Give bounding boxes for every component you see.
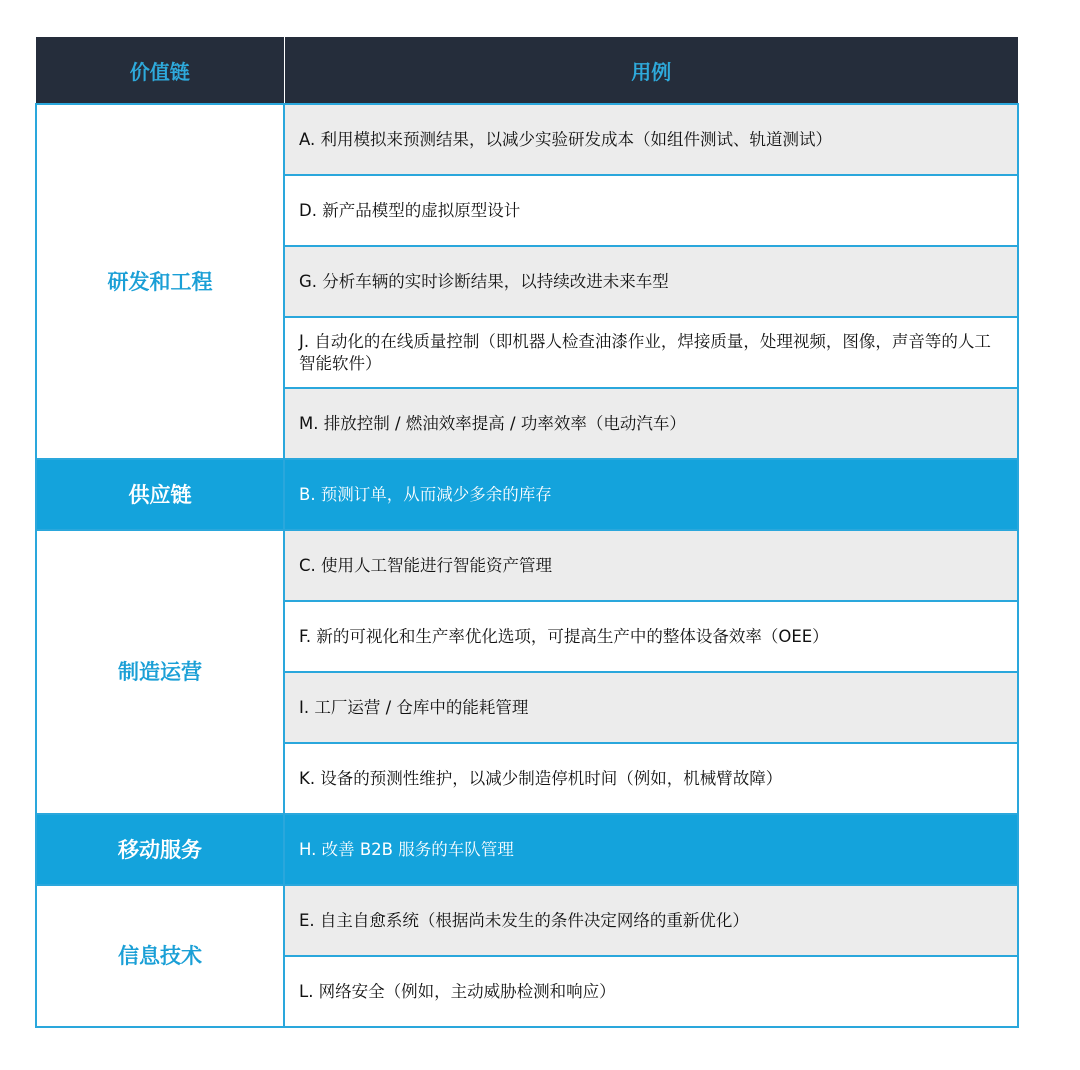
- header-value-chain: 价值链: [36, 37, 284, 104]
- use-case-cell: F. 新的可视化和生产率优化选项，可提高生产中的整体设备效率（OEE）: [284, 601, 1018, 672]
- use-case-cell: L. 网络安全（例如，主动威胁检测和响应）: [284, 956, 1018, 1027]
- use-case-cell: B. 预测订单，从而减少多余的库存: [284, 459, 1018, 530]
- category-cell: 研发和工程: [36, 104, 284, 459]
- header-use-case: 用例: [284, 37, 1018, 104]
- category-cell: 信息技术: [36, 885, 284, 1027]
- use-case-cell: H. 改善 B2B 服务的车队管理: [284, 814, 1018, 885]
- category-cell: 供应链: [36, 459, 284, 530]
- use-case-cell: M. 排放控制 / 燃油效率提高 / 功率效率（电动汽车）: [284, 388, 1018, 459]
- table-row: [36, 814, 1018, 885]
- table-body: [36, 104, 1018, 1027]
- use-case-cell: D. 新产品模型的虚拟原型设计: [284, 175, 1018, 246]
- value-chain-table: [35, 37, 1019, 1028]
- use-case-cell: I. 工厂运营 / 仓库中的能耗管理: [284, 672, 1018, 743]
- category-cell: 制造运营: [36, 530, 284, 814]
- use-case-cell: K. 设备的预测性维护，以减少制造停机时间（例如，机械臂故障）: [284, 743, 1018, 814]
- table-row: [36, 885, 1018, 956]
- category-cell: 移动服务: [36, 814, 284, 885]
- use-case-cell: C. 使用人工智能进行智能资产管理: [284, 530, 1018, 601]
- use-case-cell: A. 利用模拟来预测结果，以减少实验研发成本（如组件测试、轨道测试）: [284, 104, 1018, 175]
- use-case-cell: J. 自动化的在线质量控制（即机器人检查油漆作业，焊接质量，处理视频，图像，声音等的人工智能软件）: [284, 317, 1018, 388]
- table-header-row: [36, 37, 1018, 104]
- table-row: [36, 530, 1018, 601]
- table-row: [36, 104, 1018, 175]
- use-case-cell: G. 分析车辆的实时诊断结果，以持续改进未来车型: [284, 246, 1018, 317]
- table-row: [36, 459, 1018, 530]
- use-case-cell: E. 自主自愈系统（根据尚未发生的条件决定网络的重新优化）: [284, 885, 1018, 956]
